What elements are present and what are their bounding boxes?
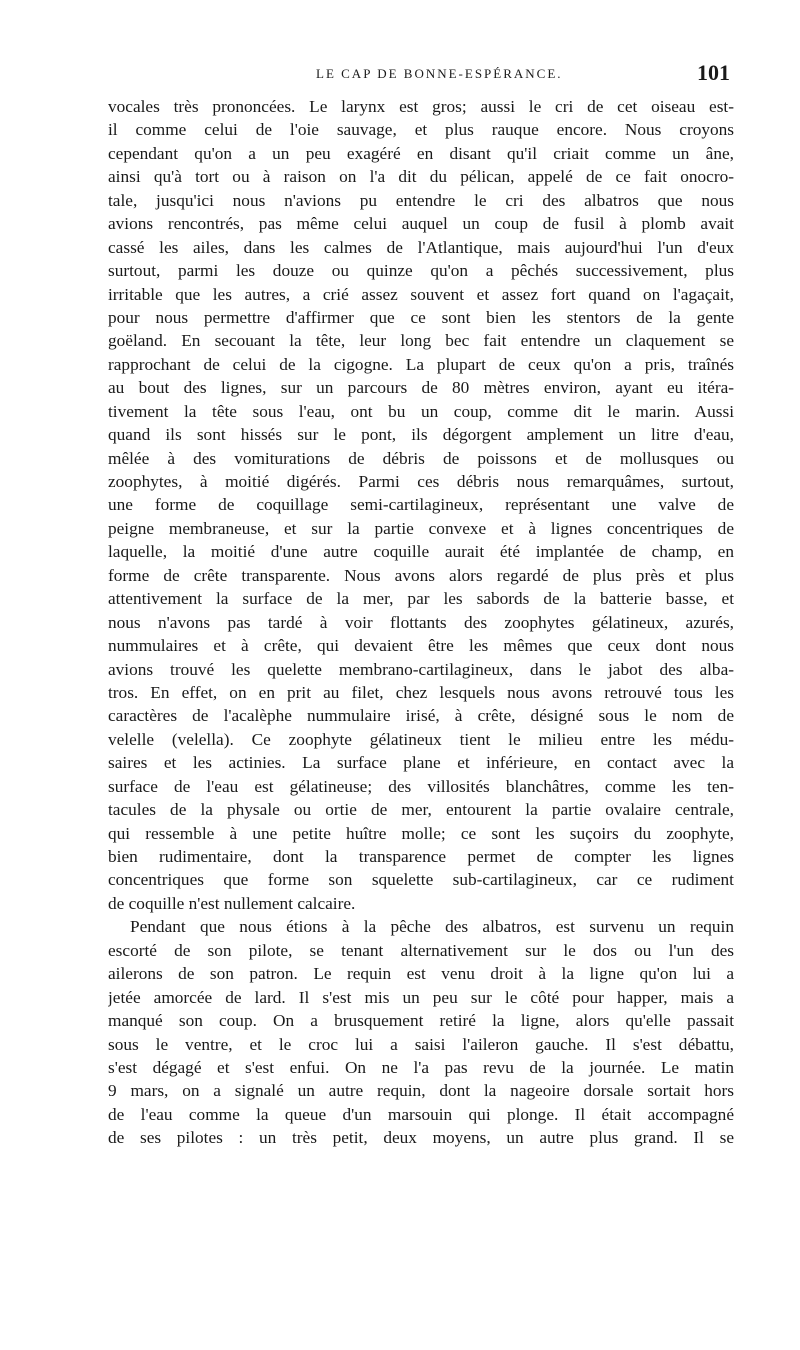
body-text xyxy=(108,95,734,1150)
text-line: s'est dégagé et s'est enfui. On ne l'a pas revu de la journée. Le matin xyxy=(108,1057,734,1077)
text-line: nous n'avons pas tardé à voir flottants des zoophytes gélatineux, azurés, xyxy=(108,612,734,632)
text-line: il comme celui de l'oie sauvage, et plus rauque encore. Nous croyons xyxy=(108,120,734,140)
text-line: escorté de son pilote, se tenant alternativement sur le dos ou l'un des xyxy=(108,940,734,960)
text-line: quand ils sont hissés sur le pont, ils dégorgent amplement un litre d'eau, xyxy=(108,425,734,445)
text-line: saires et les actinies. La surface plane et inférieure, en contact avec la xyxy=(108,753,734,773)
text-line: jetée amorcée de lard. Il s'est mis un peu sur le côté pour happer, mais a xyxy=(108,987,734,1007)
text-line: surface de l'eau est gélatineuse; des villosités blanchâtres, comme les ten- xyxy=(108,776,734,796)
text-line: ainsi qu'à tort ou à raison on l'a dit du pélican, appelé de ce fait onocro- xyxy=(108,167,734,187)
text-line: rapprochant de celui de la cigogne. La plupart de ceux qu'on a pris, traînés xyxy=(108,354,734,374)
text-line: manqué son coup. On a brusquement retiré la ligne, alors qu'elle passait xyxy=(108,1011,734,1031)
text-line: ailerons de son patron. Le requin est venu droit à la ligne qu'on lui a xyxy=(108,964,734,984)
running-head xyxy=(108,62,734,90)
text-line: sous le ventre, et le croc lui a saisi l'aileron gauche. Il s'est débattu, xyxy=(108,1034,734,1054)
text-line: surtout, parmi les douze ou quinze qu'on a pêchés successivement, plus xyxy=(108,261,734,281)
text-line: vocales très prononcées. Le larynx est gros; aussi le cri de cet oiseau est- xyxy=(108,97,734,116)
text-line: attentivement la surface de la mer, par les sabords de la batterie basse, et xyxy=(108,589,734,609)
text-line: qui ressemble à une petite huître molle; ce sont les suçoirs du zoophyte, xyxy=(108,823,734,843)
text-line: avions rencontrés, pas même celui auquel un coup de fusil à plomb avait xyxy=(108,214,734,234)
text-line: bien rudimentaire, dont la transparence permet de compter les lignes xyxy=(108,847,734,866)
text-line: tale, jusqu'ici nous n'avions pu entendre le cri des albatros que nous xyxy=(108,190,734,210)
text-line: cassé les ailes, dans les calmes de l'Atlantique, mais aujourd'hui l'un d'eux xyxy=(108,237,734,257)
paragraph-last-line: de coquille n'est nullement calcaire. xyxy=(108,893,356,913)
text-line: pour nous permettre d'affirmer que ce sont bien les stentors de la gente xyxy=(108,307,734,327)
text-line: nummulaires et à crête, qui devaient être les mêmes que ceux dont nous xyxy=(108,636,734,656)
text-line: laquelle, la moitié d'une autre coquille aurait été implantée de champ, en xyxy=(108,542,734,562)
text-line: velelle (velella). Ce zoophyte gélatineux tient le milieu entre les médu- xyxy=(108,729,734,749)
text-line: tros. En effet, on en prit au filet, chez lesquels nous avons retrouvé tous les xyxy=(108,682,734,702)
text-line: concentriques que forme son squelette sub-cartilagineux, car ce rudiment xyxy=(108,870,734,890)
text-line: tacules de la physale ou ortie de mer, entourent la partie ovalaire centrale, xyxy=(108,800,734,820)
text-line: de ses pilotes : un très petit, deux moyens, un autre plus grand. Il se xyxy=(108,1128,734,1148)
text-line: cependant qu'on a un peu exagéré en disant qu'il criait comme un âne, xyxy=(108,143,734,163)
text-line: peigne membraneuse, et sur la partie convexe et à lignes concentriques de xyxy=(108,518,734,538)
text-line: 9 mars, on a signalé un autre requin, dont la nageoire dorsale sortait hors xyxy=(108,1081,734,1101)
text-line: irritable que les autres, a crié assez souvent et assez fort quand on l'agaçait, xyxy=(108,284,734,304)
text-line: au bout des lignes, sur un parcours de 80 mètres environ, ayant eu itéra- xyxy=(108,378,734,398)
text-line: une forme de coquillage semi-cartilagineux, représentant une valve de xyxy=(108,495,734,515)
text-line: mêlée à des vomiturations de débris de poissons et de mollusques ou xyxy=(108,448,734,468)
text-line: forme de crête transparente. Nous avons alors regardé de plus près et plus xyxy=(108,565,734,585)
text-line: de l'eau comme la queue d'un marsouin qui plonge. Il était accompagné xyxy=(108,1104,734,1124)
running-title: LE CAP DE BONNE-ESPÉRANCE. xyxy=(316,66,563,81)
paragraph-first-line: Pendant que nous étions à la pêche des albatros, est survenu un requin xyxy=(130,917,734,937)
text-line: caractères de l'acalèphe nummulaire irisé, à crête, désigné sous le nom de xyxy=(108,706,734,726)
text-line: zoophytes, à moitié digérés. Parmi ces débris nous remarquâmes, surtout, xyxy=(108,472,734,491)
page-number: 101 xyxy=(697,60,730,85)
text-line: goëland. En secouant la tête, leur long bec fait entendre un claquement se xyxy=(108,331,734,351)
text-line: tivement la tête sous l'eau, ont bu un coup, comme dit le marin. Aussi xyxy=(108,401,734,421)
text-line: avions trouvé les quelette membrano-cartilagineux, dans le jabot des alba- xyxy=(108,659,734,679)
